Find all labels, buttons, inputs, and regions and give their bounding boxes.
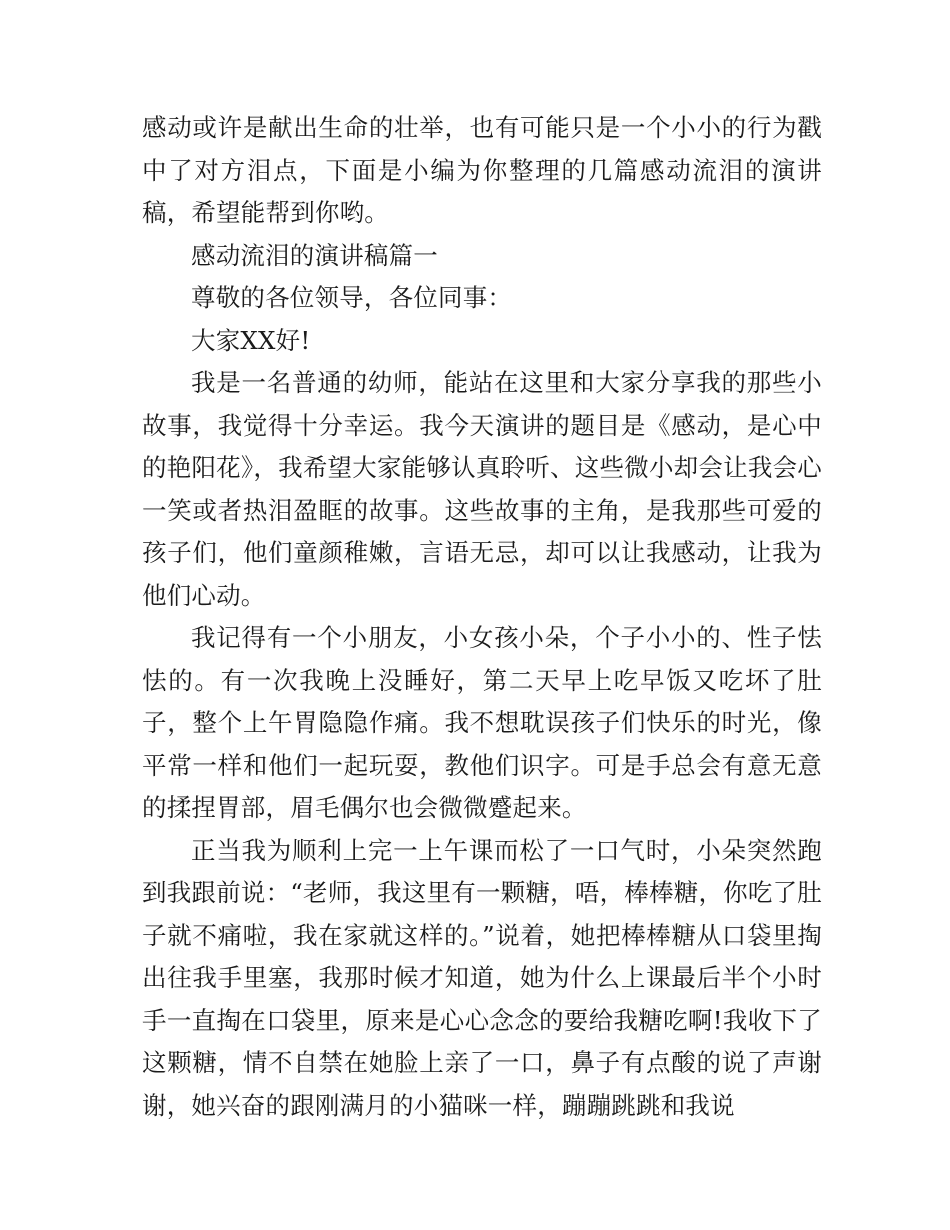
section-heading: 感动流泪的演讲稿篇一 [191, 240, 438, 270]
greeting: 大家XX好! [191, 325, 311, 355]
intro-paragraph: 感动或许是献出生命的壮举，也有可能只是一个小小的行为戳中了对方泪点，下面是小编为你整理的几篇感动流泪的演讲稿，希望能帮到你哟。 [142, 113, 822, 227]
body-paragraph: 正当我为顺利上完一上午课而松了一口气时，小朵突然跑到我跟前说：“老师，我这里有一颗糖，唔，棒棒糖，你吃了肚子就不痛啦，我在家就这样的。”说着，她把棒棒糖从口袋里掏出往我手里塞，我那时候才知道，她为什么上课最后半个小时手一直掏在口袋里，原来是心心念念的要给我糖吃啊!我收下了这颗糖，情不自禁在她脸上亲了一口，鼻子有点酸的说了声谢谢，她兴奋的跟刚满月的小猫咪一样，蹦蹦跳跳和我说 [142, 835, 822, 1120]
document-body [142, 107, 822, 1127]
body-paragraph: 我是一名普通的幼师，能站在这里和大家分享我的那些小故事，我觉得十分幸运。我今天演讲的题目是《感动，是心中的艳阳花》，我希望大家能够认真聆听、这些微小却会让我会心一笑或者热泪盈眶的故事。这些故事的主角，是我那些可爱的孩子们，他们童颜稚嫩，言语无忌，却可以让我感动，让我为他们心动。 [142, 368, 822, 610]
body-paragraph: 我记得有一个小朋友，小女孩小朵，个子小小的、性子怯怯的。有一次我晚上没睡好，第二天早上吃早饭又吃坏了肚子，整个上午胃隐隐作痛。我不想耽误孩子们快乐的时光，像平常一样和他们一起玩耍，教他们识字。可是手总会有意无意的揉捏胃部，眉毛偶尔也会微微蹙起来。 [142, 623, 822, 822]
salutation: 尊敬的各位领导，各位同事： [191, 283, 513, 312]
